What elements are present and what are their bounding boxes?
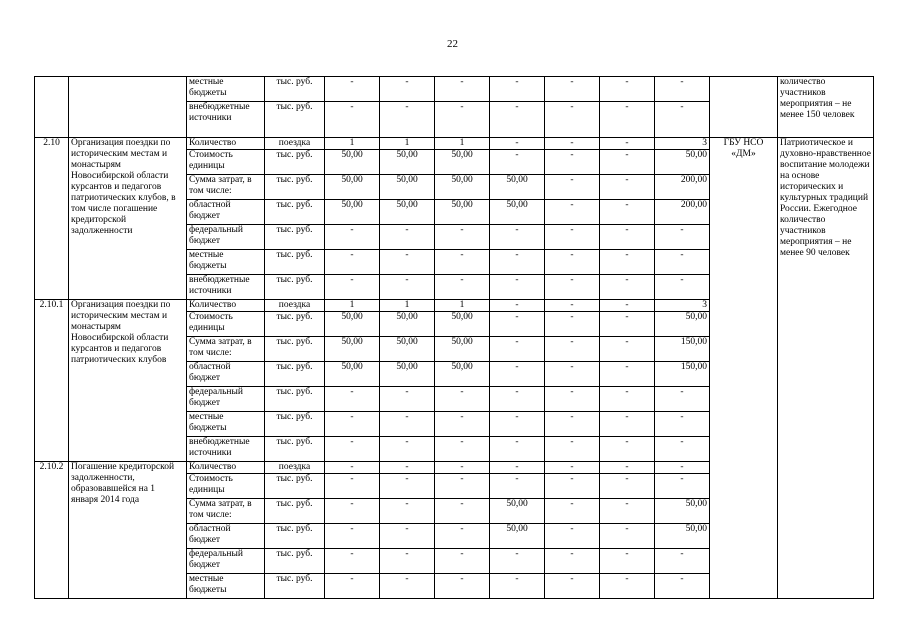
value-cell: - [380,524,435,549]
value-cell: 150,00 [655,337,710,362]
value-cell: - [600,300,655,312]
indicator-label: внебюджетные источники [187,275,265,300]
unit-cell: тыс. руб. [265,150,325,175]
indicator-label: местные бюджеты [187,250,265,275]
value-cell: - [600,412,655,437]
indicator-label: Количество [187,138,265,150]
unit-cell: тыс. руб. [265,102,325,138]
value-cell: 1 [380,138,435,150]
value-cell: - [545,312,600,337]
item-name: Организация поездки по историческим местам и монастырям Новосибирской области курсантов и педагогов патриотических клубов, в том числе погашение кредиторской задолженности [69,138,187,300]
value-cell: 1 [325,138,380,150]
value-cell: - [380,102,435,138]
value-cell: - [380,549,435,574]
value-cell: - [325,499,380,524]
value-cell: 1 [380,300,435,312]
value-cell: 50,00 [380,362,435,387]
value-cell: - [380,275,435,300]
value-cell: - [325,474,380,499]
value-cell: - [325,275,380,300]
value-cell: - [545,225,600,250]
value-cell: - [600,250,655,275]
value-cell: - [655,275,710,300]
value-cell: - [545,138,600,150]
value-cell: - [325,524,380,549]
value-cell: - [655,102,710,138]
value-cell: - [545,275,600,300]
value-cell: - [325,225,380,250]
value-cell: 50,00 [435,362,490,387]
unit-cell: тыс. руб. [265,175,325,200]
value-cell: 50,00 [380,200,435,225]
value-cell: - [490,412,545,437]
value-cell: - [325,437,380,462]
executor-cell [710,77,778,138]
value-cell: 50,00 [325,362,380,387]
value-cell: - [490,225,545,250]
value-cell: - [545,77,600,102]
value-cell: - [325,387,380,412]
unit-cell: тыс. руб. [265,474,325,499]
value-cell: 3 [655,138,710,150]
value-cell: - [655,412,710,437]
value-cell: - [325,102,380,138]
indicator-label: Сумма затрат, в том числе: [187,499,265,524]
indicator-label: областной бюджет [187,362,265,387]
table-row [35,138,874,150]
value-cell: - [655,574,710,599]
value-cell: - [600,437,655,462]
value-cell: 50,00 [325,175,380,200]
value-cell: 50,00 [380,337,435,362]
value-cell: - [435,387,490,412]
value-cell: - [325,77,380,102]
indicator-label: внебюджетные источники [187,437,265,462]
value-cell: 150,00 [655,362,710,387]
value-cell: 200,00 [655,175,710,200]
value-cell: - [600,275,655,300]
value-cell: 50,00 [435,150,490,175]
value-cell: - [655,474,710,499]
value-cell: 50,00 [380,150,435,175]
indicator-label: местные бюджеты [187,574,265,599]
value-cell: - [435,225,490,250]
value-cell: - [600,462,655,474]
item-number: 2.10.2 [35,462,69,599]
value-cell: 50,00 [655,524,710,549]
value-cell: - [435,499,490,524]
value-cell: - [325,462,380,474]
value-cell: - [545,474,600,499]
unit-cell: тыс. руб. [265,387,325,412]
table-row [35,77,874,102]
value-cell: - [490,362,545,387]
value-cell: - [325,250,380,275]
indicator-label: федеральный бюджет [187,549,265,574]
value-cell: - [655,225,710,250]
value-cell: - [435,250,490,275]
value-cell: - [655,437,710,462]
value-cell: - [325,574,380,599]
value-cell: - [380,387,435,412]
indicator-label: внебюджетные источники [187,102,265,138]
value-cell: - [435,549,490,574]
unit-cell: тыс. руб. [265,524,325,549]
value-cell: 50,00 [325,200,380,225]
value-cell: 50,00 [325,150,380,175]
unit-cell: тыс. руб. [265,412,325,437]
value-cell: 50,00 [655,499,710,524]
value-cell: - [545,300,600,312]
value-cell: 50,00 [435,337,490,362]
value-cell: - [545,150,600,175]
value-cell: 50,00 [655,312,710,337]
value-cell: - [380,77,435,102]
value-cell: 50,00 [435,312,490,337]
value-cell: 50,00 [490,524,545,549]
value-cell: - [490,462,545,474]
unit-cell: поездка [265,462,325,474]
unit-cell: поездка [265,300,325,312]
value-cell: - [600,387,655,412]
value-cell: - [600,474,655,499]
value-cell: - [600,200,655,225]
item-name: Погашение кредиторской задолженности, образовавшейся на 1 января 2014 года [69,462,187,599]
value-cell: 50,00 [435,200,490,225]
indicator-label: федеральный бюджет [187,225,265,250]
indicator-label: областной бюджет [187,524,265,549]
value-cell: 50,00 [490,499,545,524]
value-cell: - [600,312,655,337]
value-cell: - [545,387,600,412]
value-cell: - [490,474,545,499]
value-cell: - [545,102,600,138]
value-cell: 1 [325,300,380,312]
name-cell [69,77,187,138]
item-name: Организация поездки по историческим местам и монастырям Новосибирской области курсантов и педагогов патриотических клубов [69,300,187,462]
value-cell: - [380,225,435,250]
value-cell: 50,00 [435,175,490,200]
item-number: 2.10.1 [35,300,69,462]
indicator-label: Стоимость единицы [187,474,265,499]
value-cell: - [600,77,655,102]
unit-cell: тыс. руб. [265,437,325,462]
value-cell: - [545,200,600,225]
value-cell: - [435,474,490,499]
value-cell: - [380,437,435,462]
value-cell: - [655,250,710,275]
value-cell: - [490,250,545,275]
value-cell: - [545,175,600,200]
budget-table [34,76,874,599]
unit-cell: тыс. руб. [265,312,325,337]
value-cell: 50,00 [380,175,435,200]
value-cell: 50,00 [325,312,380,337]
unit-cell: тыс. руб. [265,275,325,300]
value-cell: - [490,337,545,362]
value-cell: - [490,549,545,574]
value-cell: - [600,175,655,200]
value-cell: 200,00 [655,200,710,225]
value-cell: - [490,387,545,412]
value-cell: - [655,387,710,412]
value-cell: - [435,275,490,300]
unit-cell: тыс. руб. [265,225,325,250]
value-cell: - [380,412,435,437]
unit-cell: тыс. руб. [265,200,325,225]
indicator-label: Количество [187,300,265,312]
value-cell: - [380,499,435,524]
value-cell: - [490,437,545,462]
value-cell: - [380,474,435,499]
value-cell: - [490,574,545,599]
value-cell: - [600,499,655,524]
indicator-label: местные бюджеты [187,412,265,437]
unit-cell: тыс. руб. [265,337,325,362]
value-cell: - [600,362,655,387]
value-cell: - [600,225,655,250]
unit-cell: тыс. руб. [265,362,325,387]
value-cell: - [490,275,545,300]
value-cell: - [490,312,545,337]
indicator-label: Стоимость единицы [187,312,265,337]
indicator-label: Стоимость единицы [187,150,265,175]
value-cell: - [435,412,490,437]
unit-cell: тыс. руб. [265,77,325,102]
value-cell: - [545,362,600,387]
value-cell: - [545,574,600,599]
value-cell: 50,00 [655,150,710,175]
indicator-label: Количество [187,462,265,474]
value-cell: - [435,77,490,102]
value-cell: - [435,102,490,138]
indicator-label: местные бюджеты [187,77,265,102]
value-cell: - [545,250,600,275]
value-cell: - [545,499,600,524]
value-cell: - [380,250,435,275]
value-cell: - [545,524,600,549]
value-cell: 1 [435,138,490,150]
value-cell: - [600,337,655,362]
value-cell: - [490,138,545,150]
result-cell: количество участников мероприятия – не менее 150 человек [778,77,874,138]
value-cell: - [490,300,545,312]
value-cell: - [655,549,710,574]
value-cell: - [380,574,435,599]
result-cell: Патриотическое и духовно-нравственное воспитание молодежи на основе исторических и культурных традиций России. Ежегодное количество участников мероприятия – не менее 90 человек [778,138,874,599]
value-cell: - [600,138,655,150]
value-cell: 50,00 [380,312,435,337]
value-cell: - [490,150,545,175]
value-cell: - [325,412,380,437]
table-body [35,77,874,599]
value-cell: - [435,437,490,462]
unit-cell: тыс. руб. [265,250,325,275]
value-cell: - [600,102,655,138]
value-cell: - [545,549,600,574]
value-cell: - [490,102,545,138]
num-cell [35,77,69,138]
unit-cell: поездка [265,138,325,150]
executor-cell: ГБУ НСО «ДМ» [710,138,778,599]
value-cell: 1 [435,300,490,312]
value-cell: - [545,462,600,474]
value-cell: - [655,77,710,102]
value-cell: - [655,462,710,474]
value-cell: - [490,77,545,102]
indicator-label: областной бюджет [187,200,265,225]
value-cell: - [435,574,490,599]
unit-cell: тыс. руб. [265,549,325,574]
indicator-label: Сумма затрат, в том числе: [187,337,265,362]
value-cell: - [435,462,490,474]
value-cell: - [380,462,435,474]
value-cell: 50,00 [490,175,545,200]
value-cell: - [600,549,655,574]
unit-cell: тыс. руб. [265,574,325,599]
value-cell: 50,00 [490,200,545,225]
value-cell: 50,00 [325,337,380,362]
value-cell: - [325,549,380,574]
value-cell: - [545,337,600,362]
value-cell: - [600,150,655,175]
value-cell: 3 [655,300,710,312]
value-cell: - [545,412,600,437]
indicator-label: федеральный бюджет [187,387,265,412]
value-cell: - [600,524,655,549]
indicator-label: Сумма затрат, в том числе: [187,175,265,200]
unit-cell: тыс. руб. [265,499,325,524]
value-cell: - [435,524,490,549]
page-number: 22 [447,38,458,50]
value-cell: - [600,574,655,599]
value-cell: - [545,437,600,462]
item-number: 2.10 [35,138,69,300]
